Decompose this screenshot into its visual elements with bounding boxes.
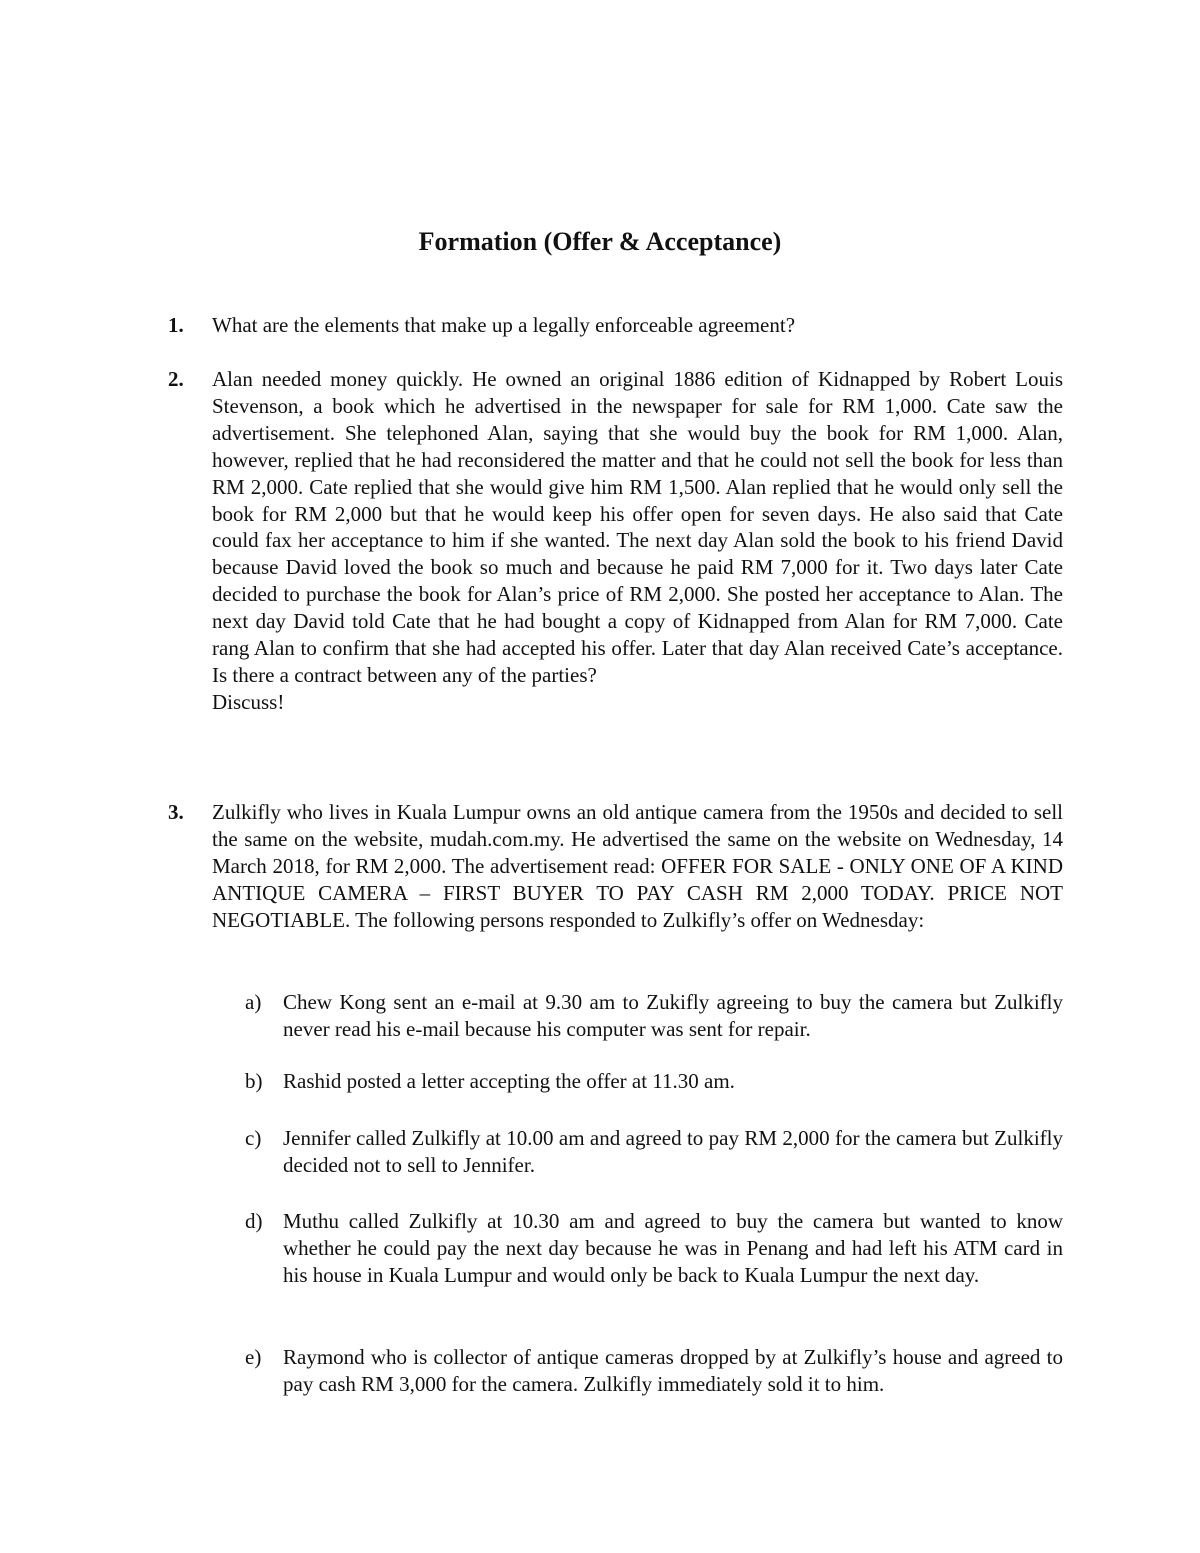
question-number: 3. [168,800,184,824]
sub-item-label: c) [245,1126,262,1150]
sub-item-text: Raymond who is collector of antique cameras dropped by at Zulkifly’s house and agreed to pay cash RM 3,000 for the camera. Zulkifly immediately sold it to him. [283,1345,1063,1396]
sub-item-c [245,1125,1063,1179]
sub-item-text: Muthu called Zulkifly at 10.30 am and agreed to buy the camera but wanted to know whether he could pay the next day because he was in Penang and had left his ATM card in his house in Kuala Lumpur and would only be back to Kuala Lumpur the next day. [283,1209,1063,1287]
sub-item-label: a) [245,990,262,1014]
sub-item-text: Jennifer called Zulkifly at 10.00 am and agreed to pay RM 2,000 for the camera but Zulkifly decided not to sell to Jennifer. [283,1126,1063,1177]
question-number: 2. [168,367,184,391]
sub-item-label: e) [245,1345,262,1369]
question-text: Alan needed money quickly. He owned an original 1886 edition of Kidnapped by Robert Louis Stevenson, a book which he advertised in the newspaper for sale for RM 1,000. Cate saw the advertisement. She telephoned Alan, saying that she would buy the book for RM 1,000. Alan, however, replied that he had reconsidered the matter and that he could not sell the book for less than RM 2,000. Cate replied that she would give him RM 1,500. Alan replied that he would only sell the book for RM 2,000 but that he would keep his offer open for seven days. He also said that Cate could fax her acceptance to him if she wanted. The next day Alan sold the book to his friend David because David loved the book so much and because he paid RM 7,000 for it. Two days later Cate decided to purchase the book for Alan’s price of RM 2,000. She posted her acceptance to Alan. The next day David told Cate that he had bought a copy of Kidnapped from Alan for RM 7,000. Cate rang Alan to confirm that she had accepted his offer. Later that day Alan received Cate’s acceptance. Is there a contract between any of the parties? [212,367,1063,687]
question-2 [168,366,1063,716]
page-title: Formation (Offer & Acceptance) [418,227,782,256]
sub-item-e [245,1344,1063,1398]
sub-item-a [245,989,1063,1043]
question-3 [168,799,1063,934]
question-closing: Discuss! [212,689,285,714]
question-1 [168,312,1063,339]
sub-item-label: d) [245,1209,263,1233]
sub-item-label: b) [245,1069,263,1093]
question-body [212,366,1063,716]
sub-item-text: Rashid posted a letter accepting the offer at 11.30 am. [283,1069,735,1093]
sub-item-d [245,1208,1063,1289]
sub-item-text: Chew Kong sent an e-mail at 9.30 am to Zukifly agreeing to buy the camera but Zulkifly never read his e-mail because his computer was sent for repair. [283,990,1063,1041]
question-text: What are the elements that make up a legally enforceable agreement? [212,313,796,337]
question-number: 1. [168,313,184,337]
sub-item-b [245,1068,1063,1095]
question-text: Zulkifly who lives in Kuala Lumpur owns an old antique camera from the 1950s and decided to sell the same on the website, mudah.com.my. He advertised the same on the website on Wednesday, 14 March 2018, for RM 2,000. The advertisement read: OFFER FOR SALE - ONLY ONE OF A KIND ANTIQUE CAMERA – FIRST BUYER TO PAY CASH RM 2,000 TODAY. PRICE NOT NEGOTIABLE. The following persons responded to Zulkifly’s offer on Wednesday: [212,800,1063,932]
